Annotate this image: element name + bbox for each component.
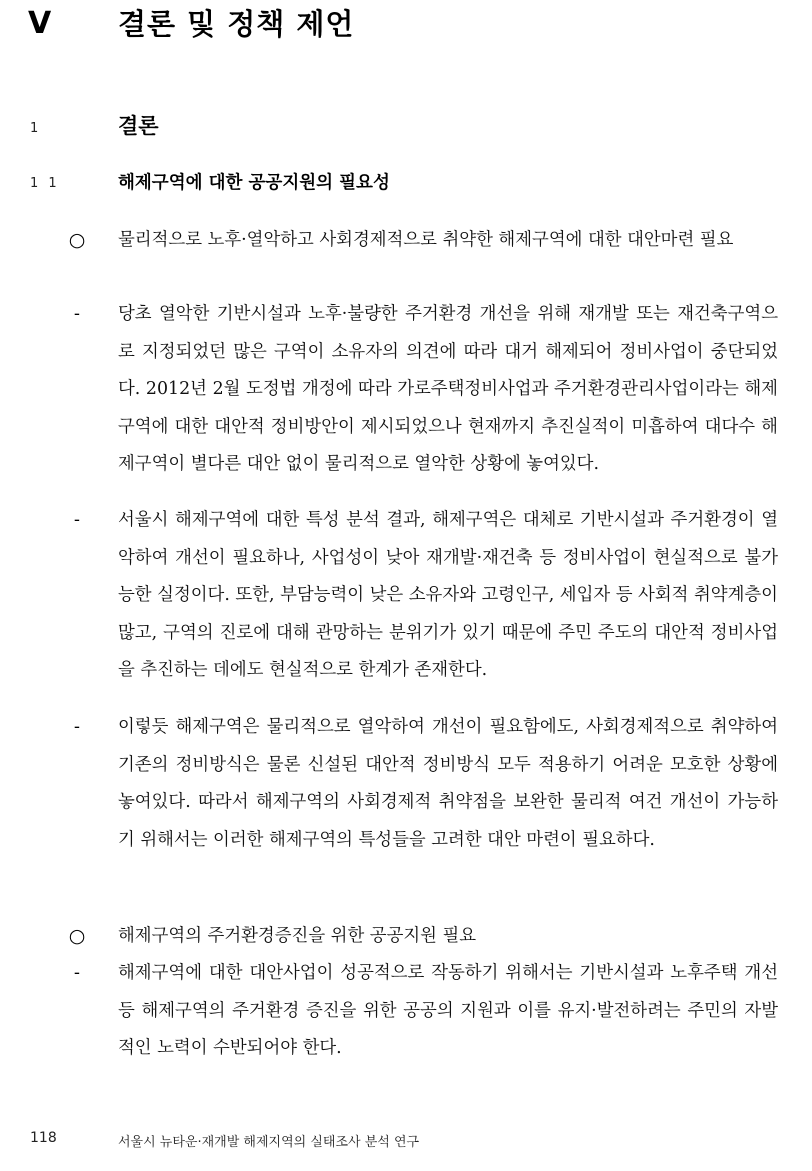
dash-text: 해제구역에 대한 대안사업이 성공적으로 작동하기 위해서는 기반시설과 노후주택 개선 등 해제구역의 주거환경 증진을 위한 공공의 지원과 이를 유지·발전하려는 주민의 자발적인 노력이 수반되어야 한다.	[118, 963, 778, 1059]
chapter-title: 결론 및 정책 제언	[118, 7, 355, 41]
dash-bullet: -	[73, 963, 81, 983]
subsection-number: 1 1	[30, 176, 60, 191]
bullet-text: 물리적으로 노후·열악하고 사회경제적으로 취약한 해제구역에 대한 대안마련 필요	[118, 230, 734, 250]
dash-text: 서울시 해제구역에 대한 특성 분석 결과, 해제구역은 대체로 기반시설과 주거환경이 열악하여 개선이 필요하나, 사업성이 낮아 재개발·재건축 등 정비사업이 현실적으로 불가능한 실정이다. 또한, 부담능력이 낮은 소유자와 고령인구, 세입자 등 사회적 취약계층이 많고, 구역의 진로에 대해 관망하는 분위기가 있기 때문에 주민 주도의 대안적 정비사업을 추진하는 데에도 현실적으로 한계가 존재한다.	[118, 510, 778, 681]
dash-bullet: -	[73, 717, 81, 737]
section-number: 1	[30, 121, 39, 136]
dash-bullet: -	[73, 304, 81, 324]
bullet-text: 해제구역의 주거환경증진을 위한 공공지원 필요	[118, 926, 477, 946]
section-title: 결론	[118, 114, 159, 138]
dash-bullet: -	[73, 510, 81, 530]
chapter-number: V	[28, 6, 52, 41]
circle-bullet: ○	[68, 229, 86, 251]
footer-title: 서울시 뉴타운·재개발 해제지역의 실태조사 분석 연구	[118, 1135, 420, 1150]
circle-bullet: ○	[68, 925, 86, 947]
dash-text: 당초 열악한 기반시설과 노후·불량한 주거환경 개선을 위해 재개발 또는 재건축구역으로 지정되었던 많은 구역이 소유자의 의견에 따라 대거 해제되어 정비사업이 중단되었다. 2012년 2월 도정법 개정에 따라 가로주택정비사업과 주거환경관리사업이라는 해제구역에 대한 대안적 정비방안이 제시되었으나 현재까지 추진실적이 미흡하여 대다수 해제구역이 별다른 대안 없이 물리적으로 열악한 상황에 놓여있다.	[118, 304, 778, 475]
subsection-title: 해제구역에 대한 공공지원의 필요성	[118, 173, 390, 193]
dash-text: 이렇듯 해제구역은 물리적으로 열악하여 개선이 필요함에도, 사회경제적으로 취약하여 기존의 정비방식은 물론 신설된 대안적 정비방식 모두 적용하기 어려운 모호한 상황에 놓여있다. 따라서 해제구역의 사회경제적 취약점을 보완한 물리적 여건 개선이 가능하기 위해서는 이러한 해제구역의 특성들을 고려한 대안 마련이 필요하다.	[118, 717, 778, 850]
footer-page-number: 118	[30, 1130, 57, 1146]
